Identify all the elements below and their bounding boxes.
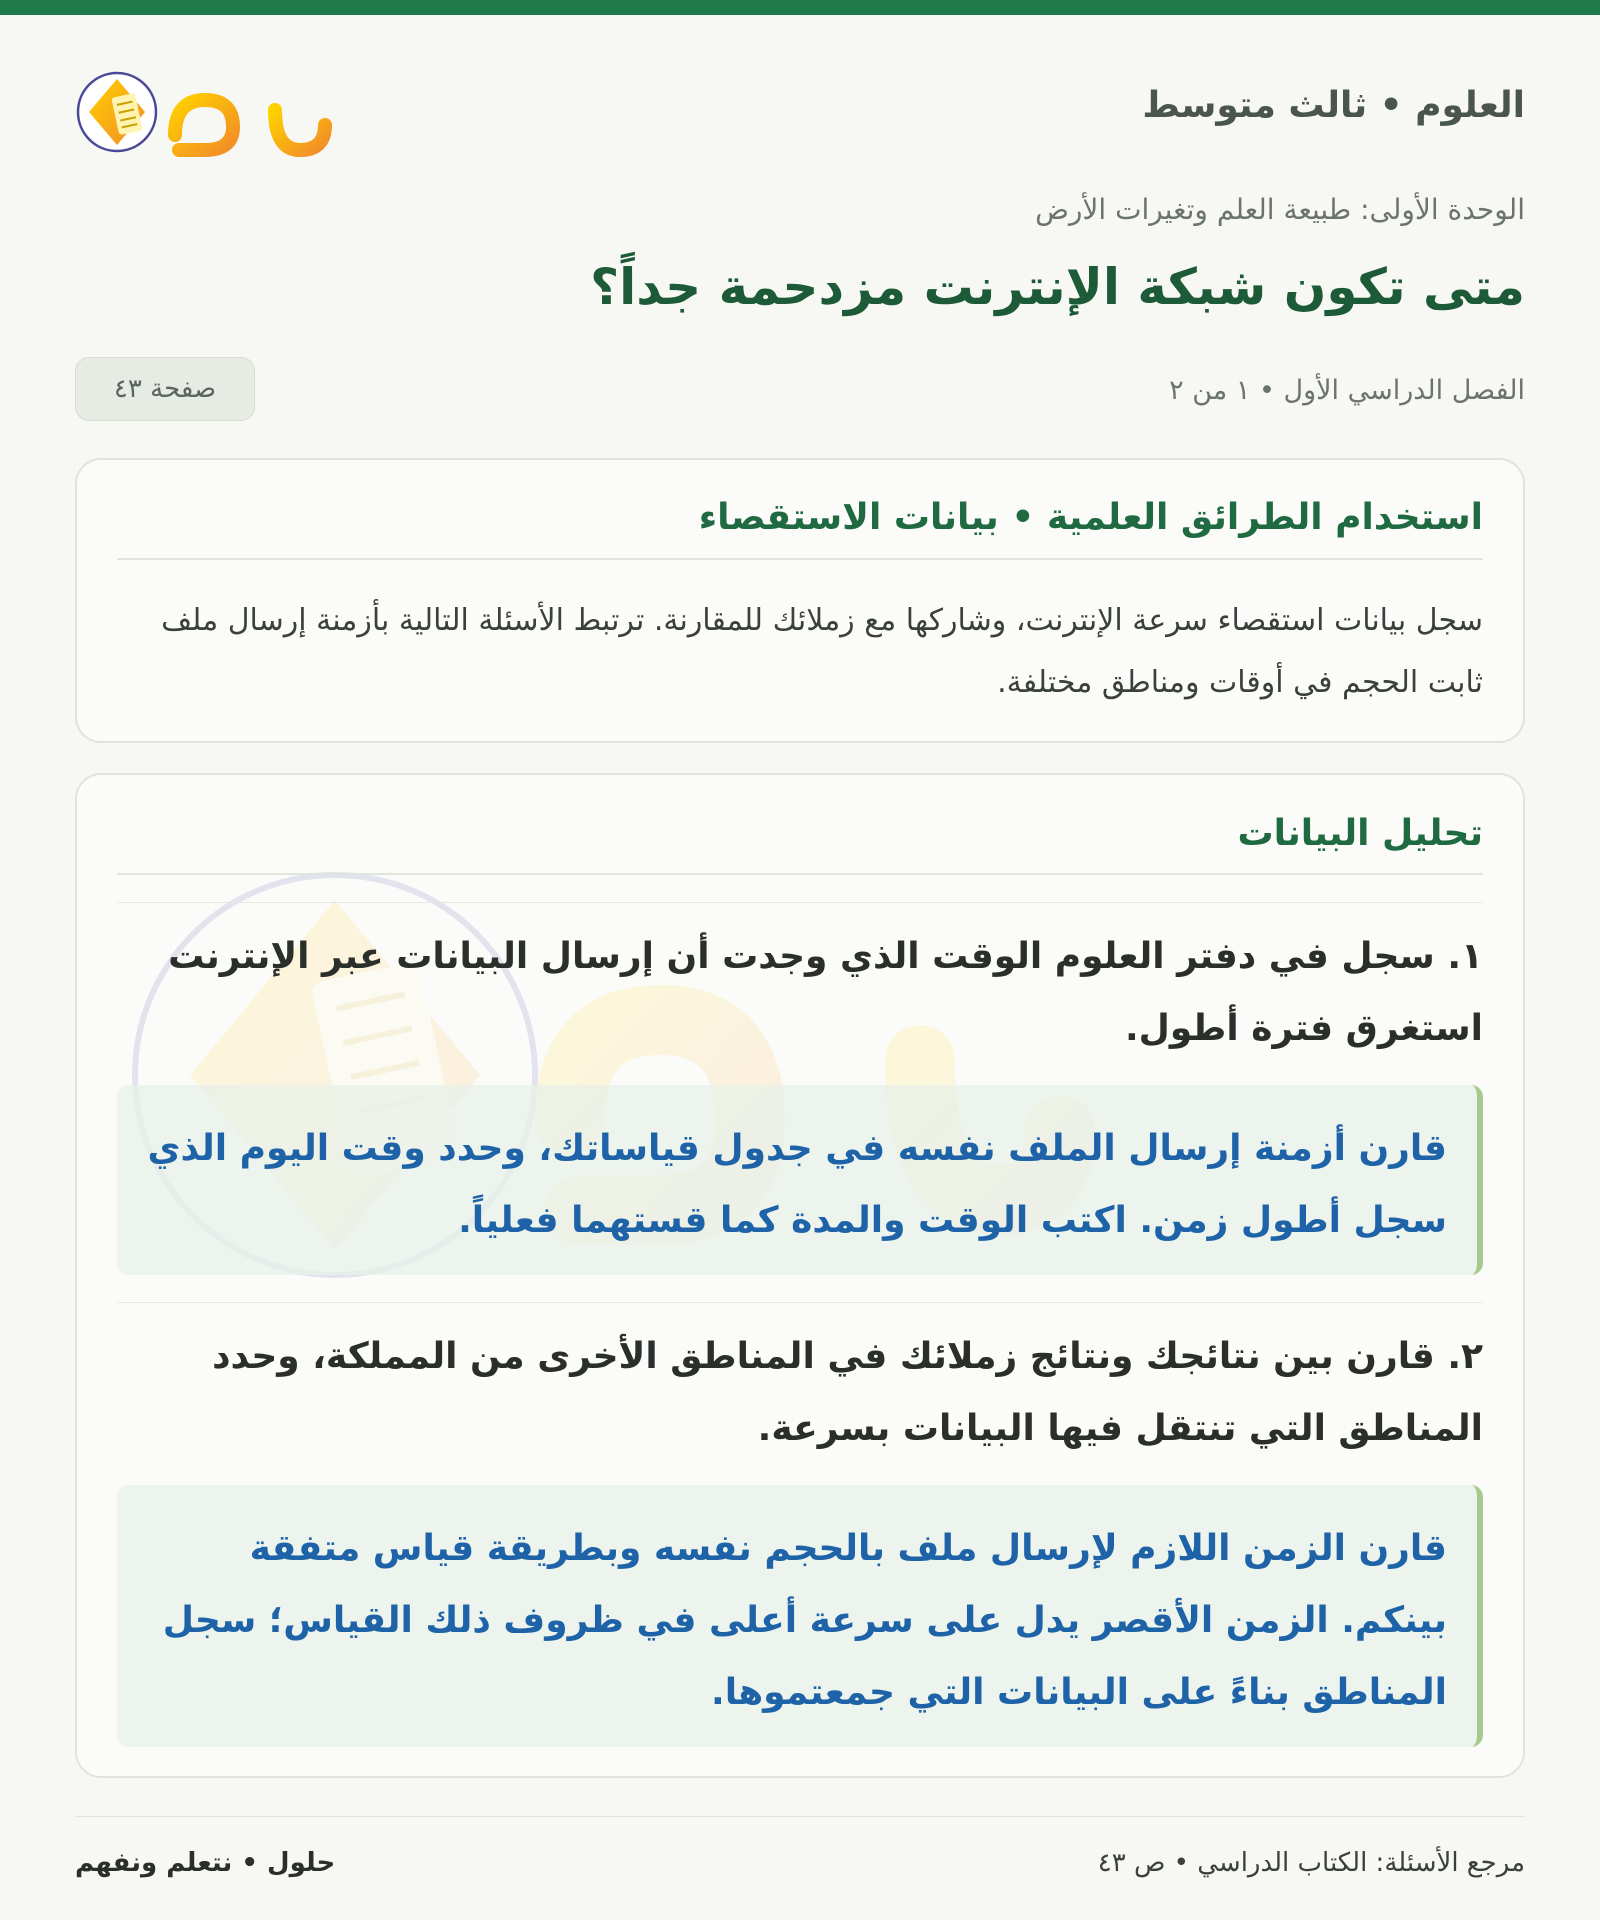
analysis-card — [75, 773, 1525, 1778]
footer-reference: مرجع الأسئلة: الكتاب الدراسي • ص ٤٣ — [1097, 1848, 1525, 1878]
answer-1-text: قارن أزمنة إرسال الملف نفسه في جدول قياساتك، وحدد وقت اليوم الذي سجل أطول زمن. اكتب الوقت والمدة كما قستهما فعلياً. — [147, 1128, 1447, 1241]
answer-2-text: قارن الزمن اللازم لإرسال ملف بالحجم نفسه وبطريقة قياس متفقة بينكم. الزمن الأقصر يدل على سرعة أعلى في ظروف ذلك القياس؛ سجل المناطق بناءً على البيانات التي جمعتموها. — [162, 1528, 1447, 1713]
answer-2 — [117, 1485, 1483, 1747]
page-header — [75, 55, 1525, 165]
footer-divider — [75, 1816, 1525, 1817]
intro-card — [75, 458, 1525, 743]
page-number-badge: صفحة ٤٣ — [75, 357, 255, 421]
intro-text: سجل بيانات استقصاء سرعة الإنترنت، وشاركها مع زملائك للمقارنة. ترتبط الأسئلة التالية بأزمنة إرسال ملف ثابت الحجم في أوقات ومناطق مختلفة. — [161, 603, 1483, 700]
semester-label: الفصل الدراسي الأول • ١ من ٢ — [1169, 375, 1525, 406]
question-separator — [117, 902, 1483, 903]
question-2: ٢. قارن بين نتائجك ونتائج زملائك في المناطق الأخرى من المملكة، وحدد المناطق التي تنتقل فيها البيانات بسرعة. — [212, 1336, 1483, 1449]
question-1: ١. سجل في دفتر العلوم الوقت الذي وجدت أن إرسال البيانات عبر الإنترنت استغرق فترة أطول. — [168, 936, 1483, 1049]
question-separator — [117, 1302, 1483, 1303]
card-divider — [117, 873, 1483, 875]
card-divider — [117, 558, 1483, 560]
answer-1 — [117, 1085, 1483, 1275]
hulool-logo[interactable] — [75, 55, 335, 165]
unit-label: الوحدة الأولى: طبيعة العلم وتغيرات الأرض — [1035, 193, 1525, 226]
course-title: العلوم • ثالث متوسط — [1142, 85, 1525, 126]
top-accent-bar — [0, 0, 1600, 15]
analysis-card-title: تحليل البيانات — [1237, 813, 1483, 854]
page-title: متى تكون شبكة الإنترنت مزدحمة جداً؟ — [590, 258, 1525, 316]
intro-card-title: استخدام الطرائق العلمية • بيانات الاستقصاء — [698, 497, 1483, 538]
footer-brand: حلول • نتعلم ونفهم — [75, 1848, 336, 1878]
